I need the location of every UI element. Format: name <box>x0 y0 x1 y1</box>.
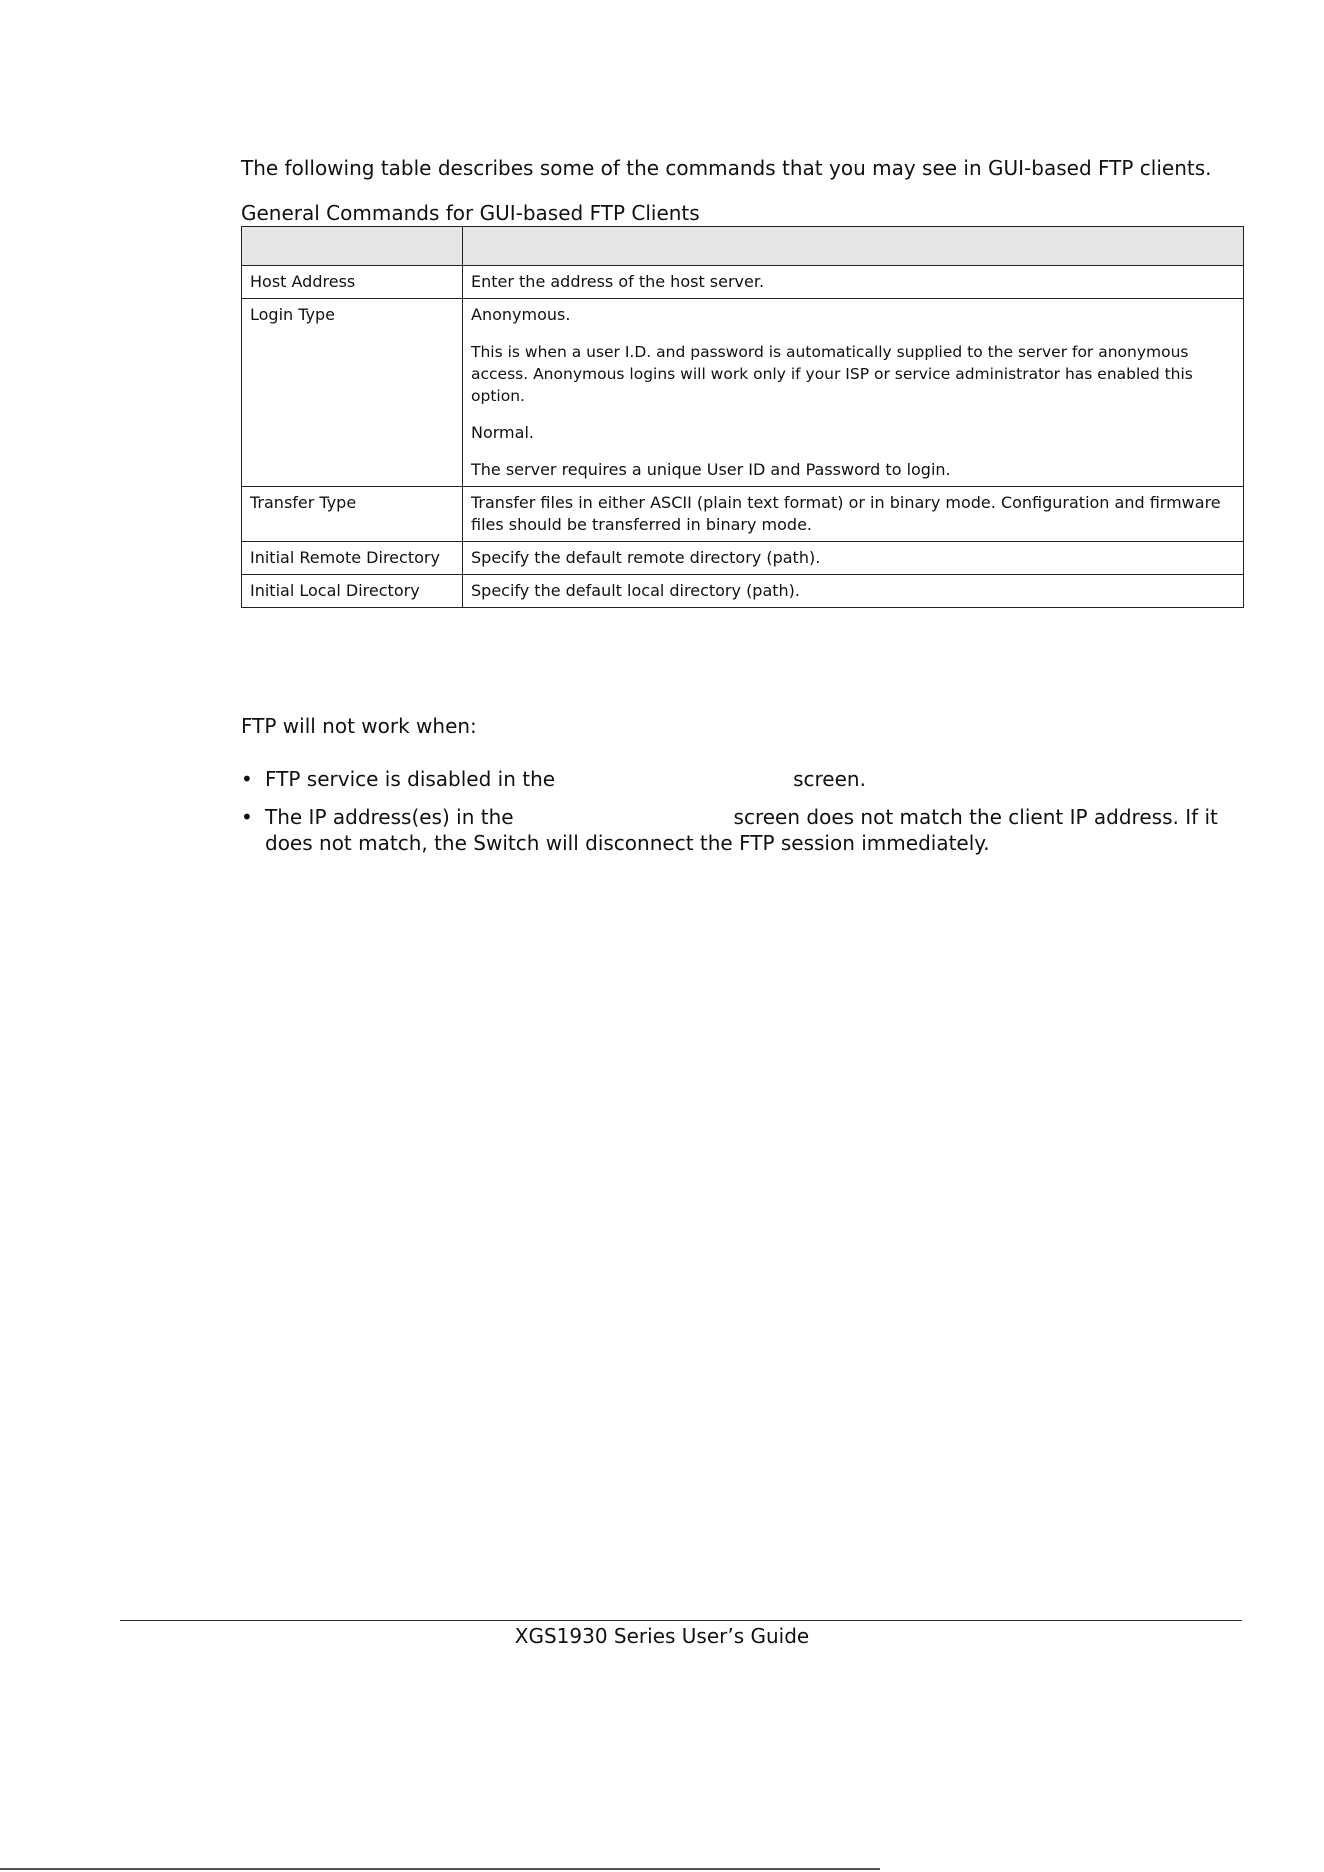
table-row <box>242 266 1244 299</box>
description-text: Specify the default local directory (path). <box>471 581 801 600</box>
table-row <box>242 575 1244 608</box>
bullet-text-after: screen does not match the client IP address. If it does not match, the Switch will disconnect the FTP session immediately. <box>265 805 1218 855</box>
description-text: The server requires a unique User ID and Password to login. <box>471 460 951 479</box>
list-item <box>241 804 1241 856</box>
description-text: Normal. <box>471 423 534 442</box>
description-cell <box>463 542 1244 575</box>
command-cell: Login Type <box>242 299 463 487</box>
command-cell: Host Address <box>242 266 463 299</box>
description-cell <box>463 487 1244 542</box>
table-row <box>242 542 1244 575</box>
footer-divider <box>120 1620 1242 1621</box>
description-text: Anonymous. <box>471 305 571 324</box>
command-cell: Initial Remote Directory <box>242 542 463 575</box>
table-caption: General Commands for GUI-based FTP Clients <box>241 201 700 225</box>
table-header-row <box>242 227 1244 266</box>
description-text: Transfer files in either ASCII (plain text format) or in binary mode. Configuration and firmware files should be transferred in binary mode. <box>471 493 1221 534</box>
page-footer: XGS1930 Series User’s Guide <box>514 1624 810 1648</box>
header-description <box>463 227 1244 266</box>
list-item <box>241 766 1241 792</box>
bullet-text-before: FTP service is disabled in the <box>265 767 556 791</box>
scan-edge-line <box>0 1868 880 1870</box>
header-command <box>242 227 463 266</box>
description-cell <box>463 299 1244 487</box>
table-row <box>242 487 1244 542</box>
description-text: This is when a user I.D. and password is automatically supplied to the server for anonymous access. Anonymous logins will work only if your ISP or service administrator has enabled this option. <box>471 343 1193 405</box>
description-text: Enter the address of the host server. <box>471 272 765 291</box>
bullet-text-before: The IP address(es) in the <box>265 805 514 829</box>
command-cell: Transfer Type <box>242 487 463 542</box>
condition-list <box>241 766 1241 868</box>
note-lead: FTP will not work when: <box>241 714 477 738</box>
description-cell <box>463 266 1244 299</box>
command-cell: Initial Local Directory <box>242 575 463 608</box>
description-text: Specify the default remote directory (path). <box>471 548 821 567</box>
commands-table <box>241 226 1244 608</box>
intro-paragraph: The following table describes some of the commands that you may see in GUI-based FTP clients. <box>241 156 1212 180</box>
table-row <box>242 299 1244 487</box>
description-cell <box>463 575 1244 608</box>
bullet-text-after: screen. <box>793 767 866 791</box>
bullet-icon: • <box>241 805 253 829</box>
bullet-icon: • <box>241 767 253 791</box>
